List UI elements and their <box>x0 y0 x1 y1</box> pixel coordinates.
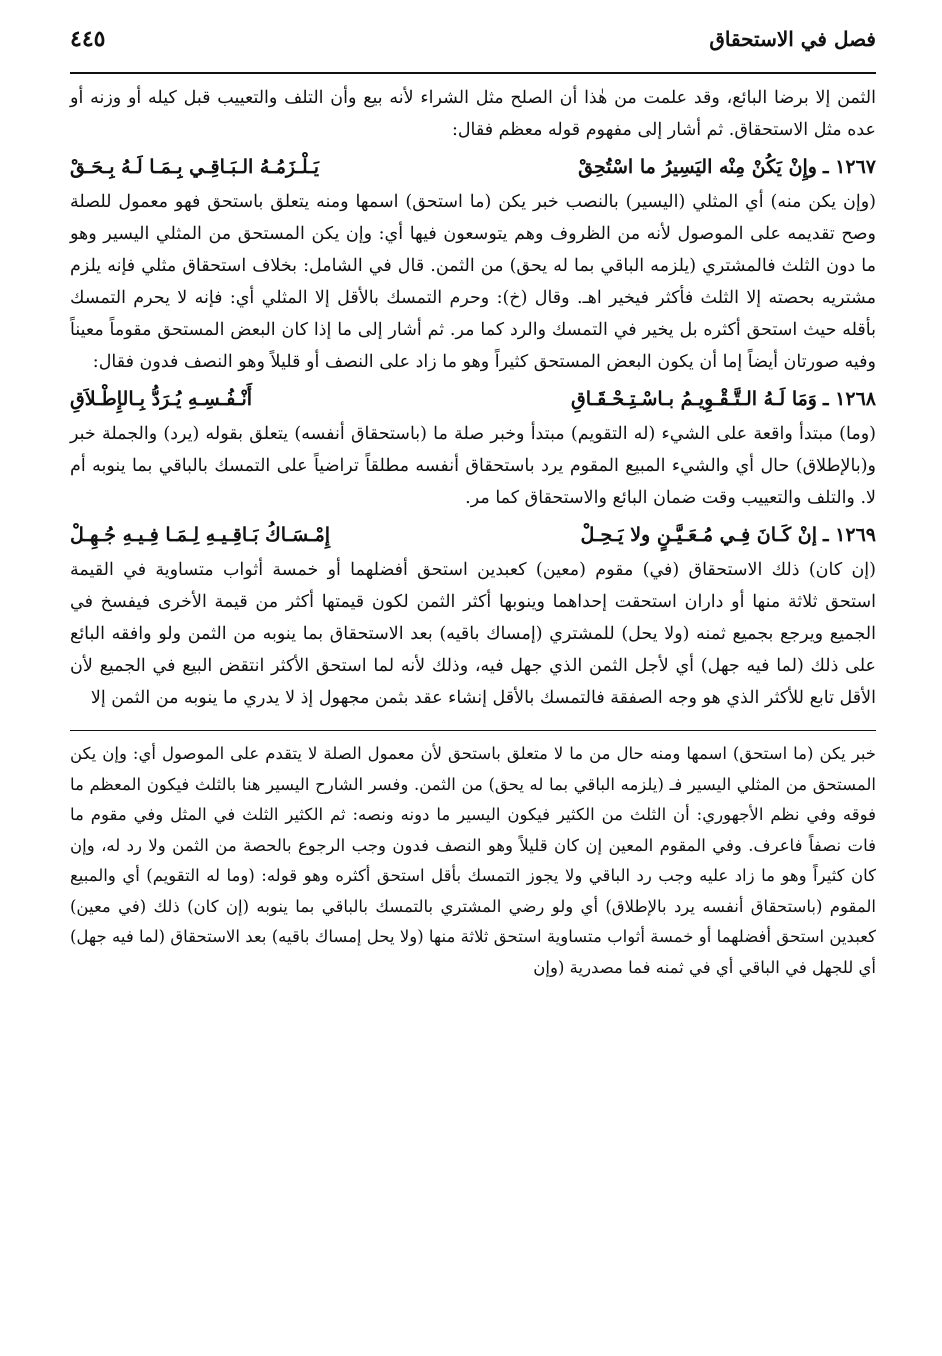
verse-number: ١٢٦٩ ـ <box>822 524 876 546</box>
footnote-divider <box>70 730 876 731</box>
verse-line <box>70 150 876 184</box>
verse-number: ١٢٦٧ ـ <box>822 156 876 178</box>
verse-number: ١٢٦٨ ـ <box>822 388 876 410</box>
verse-first-hemistich: وإِنْ يَكُنْ مِنْه اليَسِيرُ ما اسْتُحِقْ <box>578 156 817 178</box>
paragraph: (إن كان) ذلك الاستحقاق (في) مقوم (معين) كعبدين استحق أفضلهما أو خمسة أثواب متساوية في القيمة استحق ثلاثة منها أو داران استحقت إحداهما وينوبها أكثر الثمن لكون قيمتها أكثر من قيمة الأخرى فيفسخ في الجميع ويرجع بجميع ثمنه (ولا يحل) للمشتري (إمساك باقيه) بعد الاستحقاق بما ينوبه من الثمن ولو وافقه البائع على ذلك (لما فيه جهل) أي لأجل الثمن الذي جهل فيه، وذلك لأنه لما استحق الأكثر انتقض البيع في الجميع لأن الأقل تابع للأكثر الذي هو وجه الصفقة فالتمسك بالأقل إنشاء عقد بثمن مجهول إذ لا يدري ما ينوبه من الثمن إلا <box>70 560 876 708</box>
verse-second-hemistich: أَنْـفُـسِـهِ يُـرَدُّ بِـالإِطْـلاَقِ <box>70 388 253 410</box>
page-header <box>70 26 876 74</box>
paragraph: (وإن يكن منه) أي المثلي (اليسير) بالنصب خبر يكن (ما استحق) اسمها ومنه يتعلق باستحق فهو معمول للصلة وصح تقديمه على الموصول لأنه من الظروف وهم يتوسعون فيها أي: وإن يكن المستحق من المثلي اليسير وهو ما دون الثلث فالمشتري (يلزمه الباقي بما له يحق) من الثمن. قال في الشامل: بخلاف استحقاق مثلي فإنه يلزم مشتريه بحصته إلا الثلث فأكثر فيخير اهـ. وقال (خ): وحرم التمسك بالأقل إلا المثلي أي: فإنه لا يحرم التمسك بأقله حيث استحق أكثره بل يخير في التمسك والرد كما مر. ثم أشار إلى ما إذا كان البعض المستحق مقوماً معيناً وفيه صورتان أيضاً إما أن يكون البعض المستحق كثيراً وهو ما زاد على النصف أو قليلاً وهو النصف فدون فقال: <box>70 192 876 372</box>
verse-second-hemistich: يَـلْـزَمُـهُ الـبَـاقِـي بِـمَـا لَـهُ بِـحَـقْ <box>70 156 320 178</box>
chapter-title: فصل في الاستحقاق <box>709 27 876 51</box>
main-text <box>70 82 876 714</box>
verse-first-hemistich: وَمَا لَـهُ الـتَّـقْـوِيـمُ بـاسْـتِـحْـقَـاقِ <box>571 388 817 410</box>
verse-line <box>70 518 876 552</box>
footnote-text: خبر يكن (ما استحق) اسمها ومنه حال من ما لا متعلق باستحق لأن معمول الصلة لا يتقدم على الموصول أي: وإن يكن المستحق من المثلي اليسير فـ (يلزمه الباقي بما له يحق) من الثمن. وفسر الشارح اليسير هنا بالثلث فيكون المعظم ما فوقه وفي نظم الأجهوري: أن الثلث من الكثير فيكون اليسير ما دونه ونصه: ثم الكثير الثلث في المثل وفي مقوم ما فات نصفاً فاعرف. وفي المقوم المعين إن كان قليلاً وهو النصف فدون وجب الرجوع بالحصة من الثمن ولا رد له، وإن كان كثيراً وهو ما زاد عليه وجب رد الباقي ولا يجوز التمسك بأقل استحق أكثره وهو قوله: (وما له التقويم) أي والمبيع المقوم (باستحقاق أنفسه يرد بالإطلاق) أي ولو رضي المشتري بالتمسك بالباقي بما ينوبه (إن كان) ذلك (في معين) كعبدين استحق أفضلهما أو خمسة أثواب متساوية استحق ثلاثة منها (ولا يحل إمساك باقيه) بعد الاستحقاق (لما فيه جهل) أي للجهل في الباقي أي في ثمنه فما مصدرية (وإن <box>70 744 876 977</box>
page-number: ٤٤٥ <box>70 26 106 52</box>
verse-line <box>70 382 876 416</box>
paragraph: الثمن إلا برضا البائع، وقد علمت من هٰذا أن الصلح مثل الشراء لأنه بيع وأن التلف والتعييب قبل كيله أو وزنه أو عده مثل الاستحقاق. ثم أشار إلى مفهوم قوله معظم فقال: <box>70 88 876 140</box>
verse-second-hemistich: إِمْـسَـاكُ بَـاقِـيـهِ لِـمَـا فِـيـهِ جُـهِـلْ <box>70 524 331 546</box>
paragraph: (وما) مبتدأ واقعة على الشيء (له التقويم) مبتدأ وخبر صلة ما (باستحقاق أنفسه) يتعلق بقوله (يرد) والجملة خبر و(بالإطلاق) حال أي والشيء المبيع المقوم يرد باستحقاق أنفسه مطلقاً تراضياً على التمسك بالباقي بما ينوبه أم لا. والتلف والتعييب وقت ضمان البائع والاستحقاق كما مر. <box>70 424 876 508</box>
verse-first-hemistich: إنْ كَـانَ فِـي مُـعَـيَّـنٍ ولا يَـحِـلْ <box>580 524 817 546</box>
footnote-section <box>70 739 876 983</box>
